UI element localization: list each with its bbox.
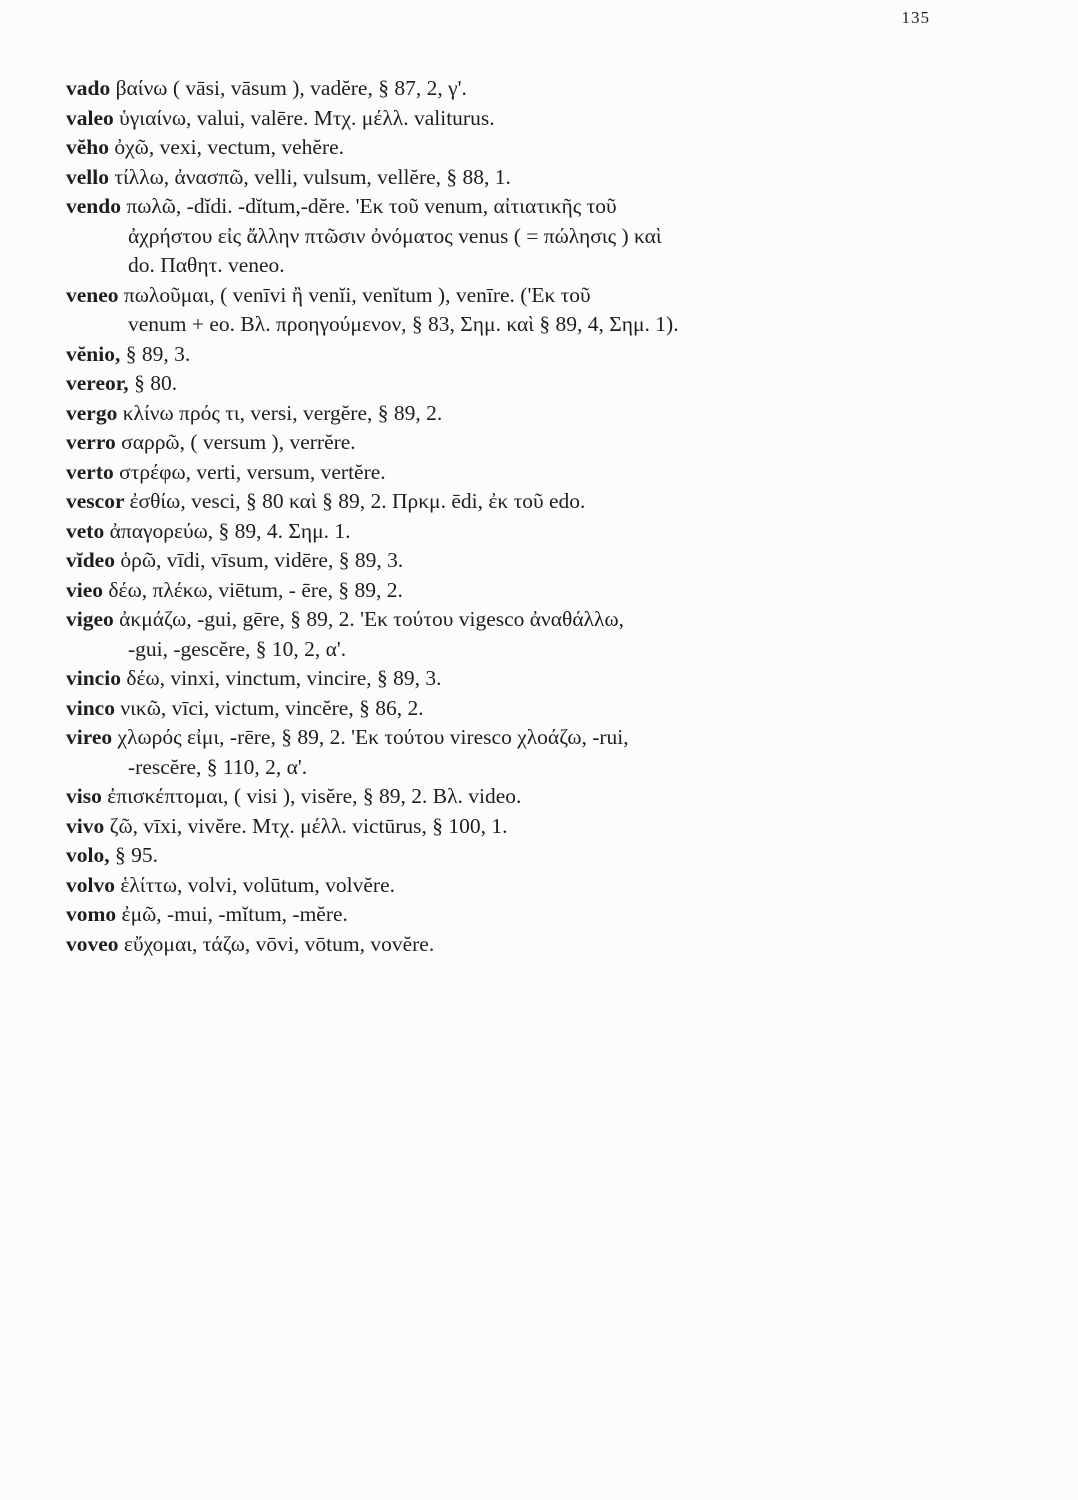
definition-text: § 95. [114, 843, 158, 867]
dictionary-entry [66, 605, 946, 664]
headword: vincio [66, 666, 121, 690]
dictionary-entry [66, 723, 946, 782]
entry-line [66, 163, 946, 193]
dictionary-entries [66, 74, 946, 959]
definition-text: δέω, vinxi, vinctum, vincire, § 89, 3. [126, 666, 442, 690]
definition-text: ἀχρήστου εἰς ἄλλην πτῶσιν ὀνόματος venus ( = πώλησις ) καὶ [128, 223, 662, 248]
headword: vomo [66, 902, 117, 926]
dictionary-entry [66, 192, 946, 281]
entry-line [66, 428, 946, 458]
definition-text: ἐπισκέπτομαι, ( visi ), visĕre, § 89, 2. Βλ. video. [107, 784, 522, 808]
headword: veto [66, 518, 105, 543]
definition-text: δέω, πλέκω, viētum, - ēre, § 89, 2. [108, 577, 403, 602]
headword: vireo [66, 725, 113, 749]
headword: vĕho [66, 135, 109, 159]
dictionary-entry [66, 812, 946, 842]
entry-line [66, 723, 946, 753]
dictionary-entry [66, 163, 946, 193]
headword: voveo [66, 931, 119, 956]
dictionary-entry [66, 340, 946, 370]
headword: verro [66, 430, 116, 454]
definition-text: βαίνω ( vāsi, vāsum ), vadĕre, § 87, 2, γ'. [115, 76, 467, 100]
definition-text: ἑλίττω, volvi, volūtum, volvĕre. [120, 872, 395, 897]
dictionary-entry [66, 517, 946, 547]
definition-text: τίλλω, ἀνασπῶ, velli, vulsum, vellĕre, § 88, 1. [114, 164, 511, 189]
definition-text: πωλοῦμαι, ( venīvi ἢ venĭi, venĭtum ), venīre. ('Εκ τοῦ [123, 282, 591, 307]
entry-continuation [66, 222, 946, 252]
entry-line [66, 694, 946, 724]
entry-line [66, 104, 946, 134]
entry-line [66, 399, 946, 429]
dictionary-entry [66, 694, 946, 724]
dictionary-entry [66, 458, 946, 488]
headword: volvo [66, 872, 115, 897]
headword: vescor [66, 489, 125, 513]
entry-line [66, 340, 946, 370]
entry-line [66, 664, 946, 694]
dictionary-entry [66, 900, 946, 930]
entry-continuation [66, 310, 946, 340]
entry-line [66, 192, 946, 222]
headword: vereor, [66, 371, 129, 395]
headword: vergo [66, 400, 118, 425]
definition-text: -gui, -gescĕre, § 10, 2, α'. [128, 636, 347, 661]
entry-line [66, 871, 946, 901]
definition-text: ἐμῶ, -mui, -mĭtum, -mĕre. [121, 902, 348, 926]
dictionary-entry [66, 871, 946, 901]
entry-line [66, 930, 946, 960]
definition-text: ζῶ, vīxi, vivĕre. Μτχ. μέλλ. victūrus, § 100, 1. [109, 813, 508, 838]
headword: vello [66, 164, 109, 189]
entry-line [66, 517, 946, 547]
definition-text: § 89, 3. [125, 341, 191, 366]
headword: vĕnio, [66, 341, 121, 366]
definition-text: στρέφω, verti, versum, vertĕre. [119, 459, 386, 484]
headword: valeo [66, 105, 114, 130]
definition-text: ὑγιαίνω, valui, valēre. Μτχ. μέλλ. valiturus. [119, 105, 495, 130]
dictionary-entry [66, 369, 946, 399]
definition-text: εὔχομαι, τάζω, vōvi, vōtum, vovĕre. [123, 931, 435, 956]
definition-text: ὀχῶ, vexi, vectum, vehĕre. [114, 135, 345, 159]
headword: vendo [66, 194, 121, 218]
entry-line [66, 133, 946, 163]
dictionary-entry [66, 487, 946, 517]
entry-line [66, 369, 946, 399]
entry-continuation [66, 635, 946, 665]
headword: veneo [66, 282, 119, 307]
definition-text: χλωρός εἰμι, -rēre, § 89, 2. 'Εκ τούτου viresco χλοάζω, -rui, [117, 725, 629, 749]
dictionary-entry [66, 841, 946, 871]
dictionary-entry [66, 664, 946, 694]
entry-line [66, 546, 946, 576]
dictionary-entry [66, 428, 946, 458]
definition-text: ἀπαγορεύω, § 89, 4. Σημ. 1. [109, 518, 351, 543]
page-number: 135 [901, 8, 930, 27]
definition-text: ἐσθίω, vesci, § 80 καὶ § 89, 2. Πρκμ. ēdi, ἐκ τοῦ edo. [129, 489, 586, 513]
entry-line [66, 487, 946, 517]
definition-text: πωλῶ, -dĭdi. -dĭtum,-dĕre. 'Εκ τοῦ venum, αἰτιατικῆς τοῦ [126, 194, 617, 218]
dictionary-entry [66, 281, 946, 340]
entry-line [66, 782, 946, 812]
headword: vinco [66, 695, 115, 720]
definition-text: venum + eo. Βλ. προηγούμενον, § 83, Σημ. καὶ § 89, 4, Σημ. 1). [128, 312, 679, 336]
definition-text: ὁρῶ, vīdi, vīsum, vidēre, § 89, 3. [120, 548, 404, 572]
definition-text: νικῶ, vīci, victum, vincĕre, § 86, 2. [120, 695, 424, 720]
entry-line [66, 812, 946, 842]
dictionary-entry [66, 576, 946, 606]
definition-text: -rescĕre, § 110, 2, α'. [128, 754, 308, 779]
entry-line [66, 576, 946, 606]
headword: vado [66, 76, 111, 100]
dictionary-entry [66, 74, 946, 104]
dictionary-entry [66, 104, 946, 134]
definition-text: σαρρῶ, ( versum ), verrĕre. [121, 430, 356, 454]
dictionary-entry [66, 546, 946, 576]
entry-line [66, 458, 946, 488]
headword: vigeo [66, 607, 114, 631]
definition-text: κλίνω πρός τι, versi, vergĕre, § 89, 2. [122, 400, 443, 425]
entry-continuation [66, 753, 946, 783]
headword: viso [66, 784, 102, 808]
definition-text: § 80. [134, 371, 178, 395]
entry-line [66, 900, 946, 930]
definition-text: do. Παθητ. veneo. [128, 253, 285, 277]
dictionary-entry [66, 782, 946, 812]
entry-line [66, 841, 946, 871]
headword: vivo [66, 813, 105, 838]
headword: vĭdeo [66, 548, 115, 572]
dictionary-entry [66, 399, 946, 429]
headword: vieo [66, 577, 104, 602]
entry-line [66, 281, 946, 311]
dictionary-entry [66, 930, 946, 960]
entry-continuation [66, 251, 946, 281]
headword: volo, [66, 843, 110, 867]
definition-text: ἀκμάζω, -gui, gēre, § 89, 2. 'Εκ τούτου vigesco ἀναθάλλω, [119, 607, 624, 631]
entry-line [66, 74, 946, 104]
headword: verto [66, 459, 114, 484]
dictionary-entry [66, 133, 946, 163]
entry-line [66, 605, 946, 635]
